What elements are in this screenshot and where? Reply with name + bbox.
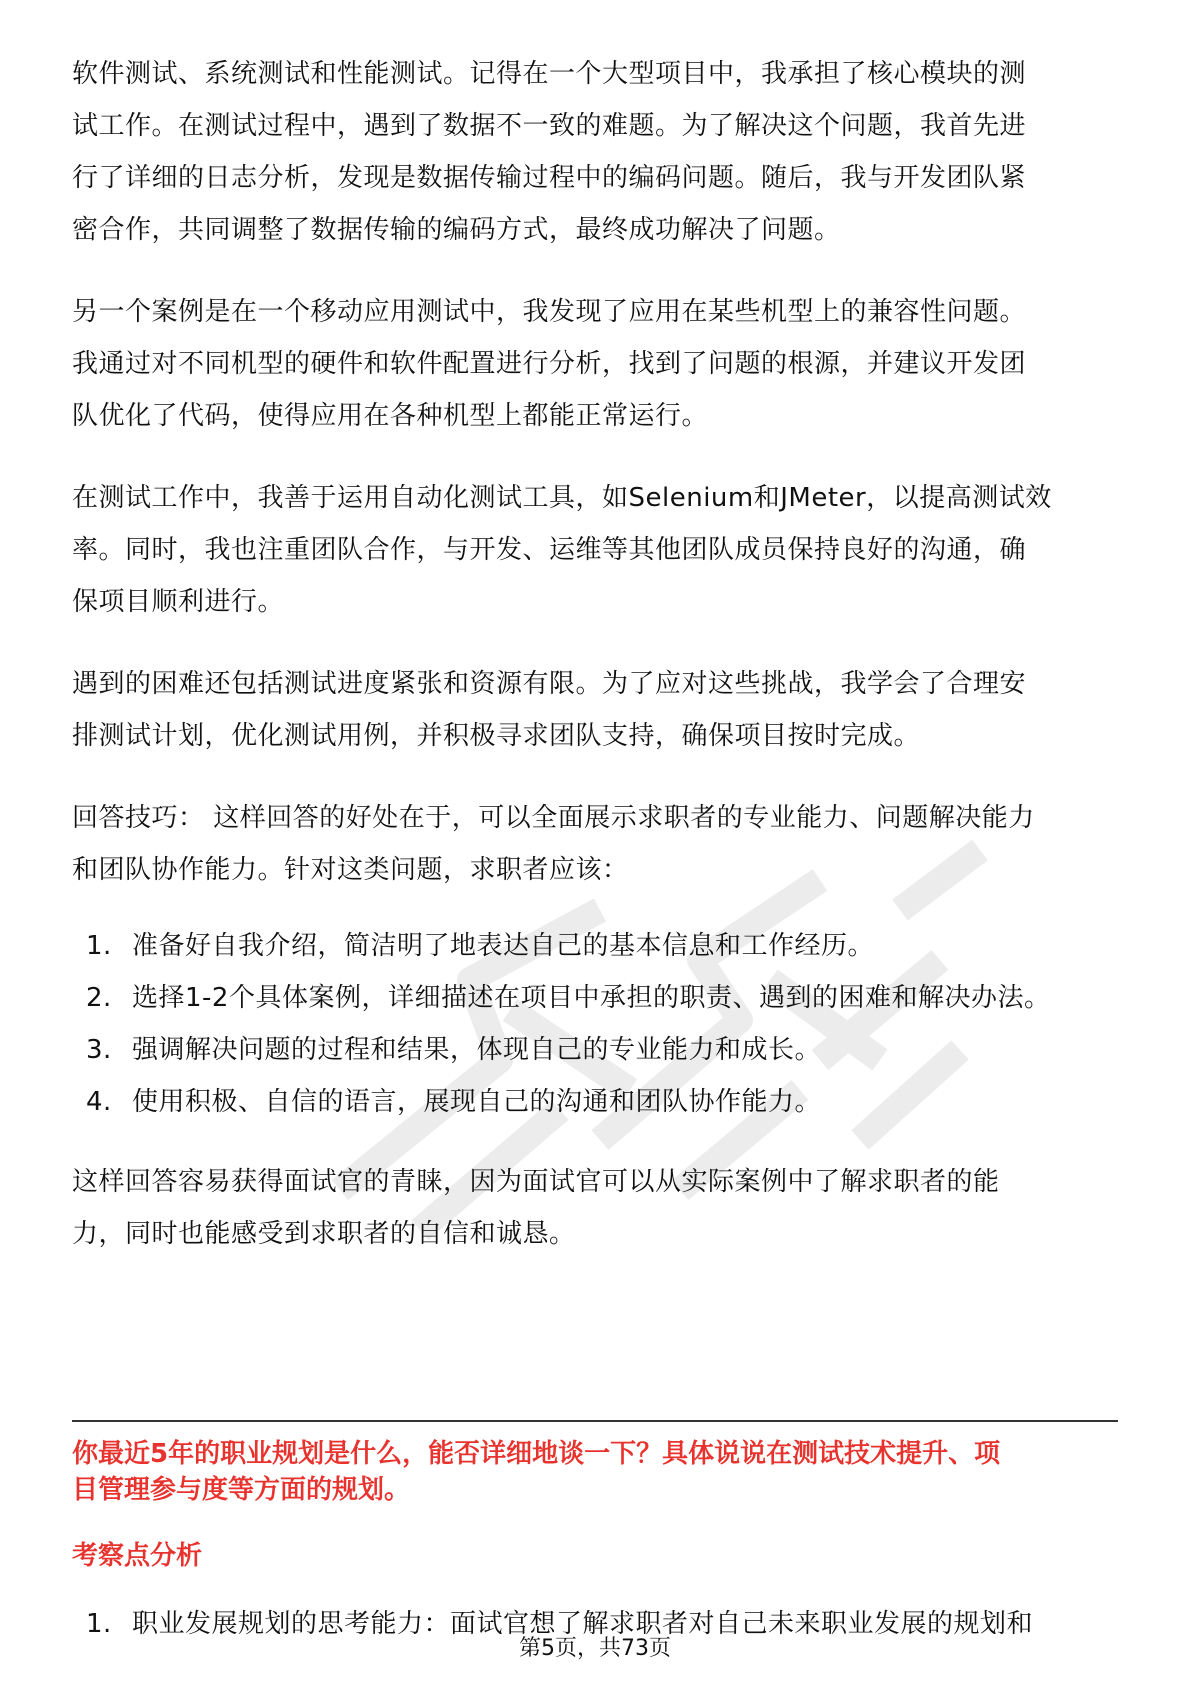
text-line: 密合作，共同调整了数据传输的编码方式，最终成功解决了问题。 (72, 215, 841, 245)
tips-list (72, 920, 1118, 1128)
list-number: 4. (86, 1087, 112, 1117)
paragraph-closing (72, 1156, 1118, 1260)
text-line: 另一个案例是在一个移动应用测试中，我发现了应用在某些机型上的兼容性问题。 (72, 297, 1027, 327)
page-number: 第5页，共73页 (519, 1636, 671, 1661)
section-title: 考察点分析 (72, 1541, 203, 1571)
text-line: 率。同时，我也注重团队合作，与开发、运维等其他团队成员保持良好的沟通，确 (72, 535, 1027, 565)
paragraph-answer-tips (72, 792, 1118, 896)
list-text: 准备好自我介绍，简洁明了地表达自己的基本信息和工作经历。 (132, 931, 875, 961)
text-line: 力，同时也能感受到求职者的自信和诚恳。 (72, 1219, 576, 1249)
paragraph-case-2 (72, 286, 1118, 442)
list-number: 2. (86, 983, 112, 1013)
list-number: 1. (86, 931, 112, 961)
text-line: 排测试计划，优化测试用例，并积极寻求团队支持，确保项目按时完成。 (72, 721, 921, 751)
cutoff-list-item (86, 1608, 1116, 1636)
text-line: 在测试工作中，我善于运用自动化测试工具，如Selenium和JMeter，以提高测试效 (72, 483, 1052, 513)
text-line: 行了详细的日志分析，发现是数据传输过程中的编码问题。随后，我与开发团队紧 (72, 163, 1027, 193)
text-line: 遇到的困难还包括测试进度紧张和资源有限。为了应对这些挑战，我学会了合理安 (72, 669, 1027, 699)
question-heading (72, 1436, 1118, 1508)
list-text: 职业发展规划的思考能力：面试官想了解求职者对自己未来职业发展的规划和 (132, 1609, 1034, 1636)
text-line: 软件测试、系统测试和性能测试。记得在一个大型项目中，我承担了核心模块的测 (72, 59, 1027, 89)
text-line: 和团队协作能力。针对这类问题，求职者应该： (72, 855, 629, 885)
text-line: 目管理参与度等方面的规划。 (72, 1475, 411, 1505)
list-item (72, 1076, 1118, 1128)
section-divider (72, 1420, 1118, 1422)
text-line: 回答技巧： 这样回答的好处在于，可以全面展示求职者的专业能力、问题解决能力 (72, 803, 1035, 833)
document-body (72, 48, 1118, 1290)
list-item (72, 972, 1118, 1024)
list-text: 选择1-2个具体案例，详细描述在项目中承担的职责、遇到的困难和解决办法。 (132, 983, 1051, 1013)
paragraph-case-1 (72, 48, 1118, 256)
text-line: 我通过对不同机型的硬件和软件配置进行分析，找到了问题的根源，并建议开发团 (72, 349, 1027, 379)
list-number: 1. (86, 1609, 112, 1636)
text-line: 这样回答容易获得面试官的青睐，因为面试官可以从实际案例中了解求职者的能 (72, 1167, 1000, 1197)
text-line: 试工作。在测试过程中，遇到了数据不一致的难题。为了解决这个问题，我首先进 (72, 111, 1027, 141)
paragraph-tools (72, 472, 1118, 628)
list-number: 3. (86, 1035, 112, 1065)
text-line: 你最近5年的职业规划是什么，能否详细地谈一下？具体说说在测试技术提升、项 (72, 1439, 1001, 1469)
text-line: 保项目顺利进行。 (72, 587, 285, 617)
paragraph-difficulties (72, 658, 1118, 762)
list-text: 使用积极、自信的语言，展现自己的沟通和团队协作能力。 (132, 1087, 822, 1117)
text-line: 队优化了代码，使得应用在各种机型上都能正常运行。 (72, 401, 709, 431)
list-item (72, 920, 1118, 972)
list-text: 强调解决问题的过程和结果，体现自己的专业能力和成长。 (132, 1035, 822, 1065)
list-item (72, 1024, 1118, 1076)
